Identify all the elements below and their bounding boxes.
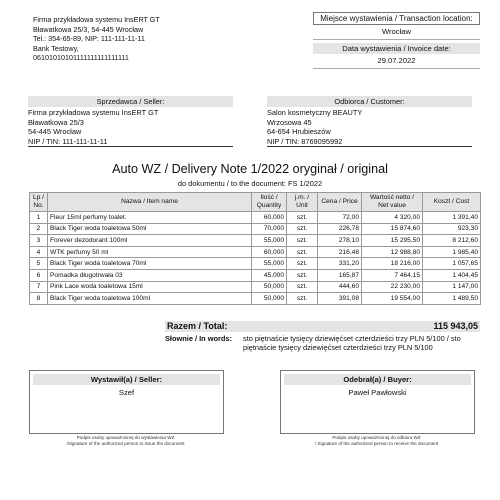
seller-line: Bławatkowa 25/3 <box>28 117 84 127</box>
cell-net: 18 216,00 <box>362 258 423 270</box>
receiver-signature-caption <box>280 435 473 447</box>
seller-line: Firma przykładowa systemu InsERT GT <box>28 108 159 118</box>
issuer-line: Bank Testowy, <box>33 43 79 53</box>
buyer-details <box>267 108 472 147</box>
issuer-caption-line: Podpis osoby upoważnionej do wystawienia WZ <box>76 435 175 440</box>
col-header-unit: j.m. / Unit <box>287 193 318 212</box>
col-header-price: Cena / Price <box>318 193 362 212</box>
cell-net: 4 320,00 <box>362 212 423 224</box>
table-row <box>30 235 481 247</box>
receiver-signature-label: Odebrał(a) / Buyer: <box>284 374 471 385</box>
cell-name: Black Tiger woda toaletowa 70ml <box>48 258 252 270</box>
place-value: Wrocław <box>313 25 480 40</box>
cell-unit: szt. <box>287 269 318 281</box>
cell-unit: szt. <box>287 212 318 224</box>
cell-price: 216,48 <box>318 246 362 258</box>
cell-price: 278,10 <box>318 235 362 247</box>
col-header-cost: Koszt / Cost <box>423 193 481 212</box>
cell-qty: 55,000 <box>252 235 287 247</box>
cell-cost: 1 489,50 <box>423 293 481 305</box>
cell-name: Black Tiger woda toaletowa 100ml <box>48 293 252 305</box>
cell-unit: szt. <box>287 246 318 258</box>
cell-unit: szt. <box>287 235 318 247</box>
cell-qty: 55,000 <box>252 258 287 270</box>
col-header-qty: Ilość / Quantity <box>252 193 287 212</box>
receiver-signature-name: Paweł Pawłowski <box>348 388 407 397</box>
place-label: Miejsce wystawienia / Transaction location: <box>313 12 480 25</box>
receiver-caption-line: / Signature of the authorized person to receive the document <box>314 441 439 446</box>
issuer-signature-label: Wystawił(a) / Seller: <box>33 374 220 385</box>
cell-lp: 5 <box>30 258 48 270</box>
col-header-lp: Lp / No. <box>30 193 48 212</box>
place-date-block <box>313 12 480 69</box>
table-row <box>30 281 481 293</box>
cell-lp: 4 <box>30 246 48 258</box>
table-row <box>30 223 481 235</box>
cell-cost: 1 147,00 <box>423 281 481 293</box>
cell-net: 12 988,80 <box>362 246 423 258</box>
seller-block <box>28 96 233 147</box>
date-value: 29.07.2022 <box>313 54 480 69</box>
cell-lp: 6 <box>30 269 48 281</box>
cell-price: 72,00 <box>318 212 362 224</box>
cell-cost: 1 404,45 <box>423 269 481 281</box>
cell-qty: 70,000 <box>252 223 287 235</box>
seller-details <box>28 108 233 147</box>
total-label: Razem / Total: <box>167 321 228 331</box>
cell-name: Pink Lace woda toaletowa 15ml <box>48 281 252 293</box>
cell-price: 444,60 <box>318 281 362 293</box>
issuer-caption-line: /Signature of the authorized person to issue the document <box>66 441 185 446</box>
issuer-signature-box <box>29 370 224 434</box>
words-label: Słownie / In words: <box>165 334 232 343</box>
cell-cost: 1 391,40 <box>423 212 481 224</box>
cell-qty: 60,000 <box>252 212 287 224</box>
document-title: Auto WZ / Delivery Note 1/2022 oryginał / original <box>112 162 388 176</box>
cell-lp: 7 <box>30 281 48 293</box>
cell-lp: 3 <box>30 235 48 247</box>
cell-lp: 1 <box>30 212 48 224</box>
cell-net: 15 874,60 <box>362 223 423 235</box>
cell-price: 226,78 <box>318 223 362 235</box>
cell-qty: 50,000 <box>252 281 287 293</box>
cell-qty: 50,000 <box>252 293 287 305</box>
cell-cost: 1 057,65 <box>423 258 481 270</box>
buyer-line: 64-654 Hrubieszów <box>267 127 331 137</box>
buyer-line: Salon kosmetyczny BEAUTY <box>267 108 363 118</box>
cell-name: Fleur 15ml perfumy toalet. <box>48 212 252 224</box>
words-text: sto piętnaście tysięcy dziewięćset czterdzieści trzy PLN 5/100 / sto piętnaście tysięcy dziewięćset czterdzieści trzy PLN 5/100 <box>243 334 461 353</box>
total-value: 115 943,05 <box>433 321 478 331</box>
receiver-signature-box <box>280 370 475 434</box>
cell-lp: 8 <box>30 293 48 305</box>
cell-unit: szt. <box>287 281 318 293</box>
receiver-caption-line: Podpis osoby upoważnionej do odbioru WZ <box>332 435 421 440</box>
table-row <box>30 246 481 258</box>
cell-net: 22 230,00 <box>362 281 423 293</box>
seller-line: NIP / TIN: 111-111-11-11 <box>28 136 108 146</box>
cell-unit: szt. <box>287 293 318 305</box>
document-subtitle: do dokumentu / to the document: FS 1/2022 <box>177 179 323 188</box>
issuer-line: 06101010101111111111111111 <box>33 53 129 63</box>
cell-cost: 8 212,60 <box>423 235 481 247</box>
cell-unit: szt. <box>287 258 318 270</box>
buyer-line: NIP / TIN: 8769095992 <box>267 136 343 146</box>
issuer-line: Bławatkowa 25/3, 54-445 Wrocław <box>33 24 144 34</box>
cell-qty: 45,000 <box>252 269 287 281</box>
buyer-line: Wrzosowa 45 <box>267 117 312 127</box>
cell-price: 331,20 <box>318 258 362 270</box>
date-label: Data wystawienia / Invoice date: <box>313 43 480 54</box>
seller-line: 54-445 Wrocław <box>28 127 82 137</box>
issuer-line: Tel.: 354-65-89, NIP: 111-111-11-11 <box>33 34 145 44</box>
cell-qty: 60,000 <box>252 246 287 258</box>
issuer-block <box>33 15 160 63</box>
table-row <box>30 293 481 305</box>
cell-net: 15 295,50 <box>362 235 423 247</box>
table-row <box>30 212 481 224</box>
total-bar <box>165 321 480 332</box>
cell-net: 7 464,15 <box>362 269 423 281</box>
table-row <box>30 269 481 281</box>
cell-price: 165,87 <box>318 269 362 281</box>
cell-cost: 1 985,40 <box>423 246 481 258</box>
buyer-block <box>267 96 472 147</box>
issuer-signature-caption <box>29 435 222 447</box>
col-header-name: Nazwa / Item name <box>48 193 252 212</box>
col-header-net: Wartość netto / Net value <box>362 193 423 212</box>
cell-name: WTK perfumy 50 ml <box>48 246 252 258</box>
items-table <box>29 192 481 305</box>
cell-net: 19 554,00 <box>362 293 423 305</box>
cell-lp: 2 <box>30 223 48 235</box>
buyer-label: Odbiorca / Customer: <box>267 96 472 107</box>
issuer-line: Firma przykładowa systemu InsERT GT <box>33 15 160 24</box>
cell-name: Pomadka długotrwała 03 <box>48 269 252 281</box>
issuer-signature-name: Szef <box>118 388 135 397</box>
table-row <box>30 258 481 270</box>
table-header-row <box>30 193 481 212</box>
cell-name: Black Tiger woda toaletowa 50ml <box>48 223 252 235</box>
cell-cost: 923,30 <box>423 223 481 235</box>
cell-price: 391,08 <box>318 293 362 305</box>
cell-name: Forever dezodorant 100ml <box>48 235 252 247</box>
cell-unit: szt. <box>287 223 318 235</box>
seller-label: Sprzedawca / Seller: <box>28 96 233 107</box>
